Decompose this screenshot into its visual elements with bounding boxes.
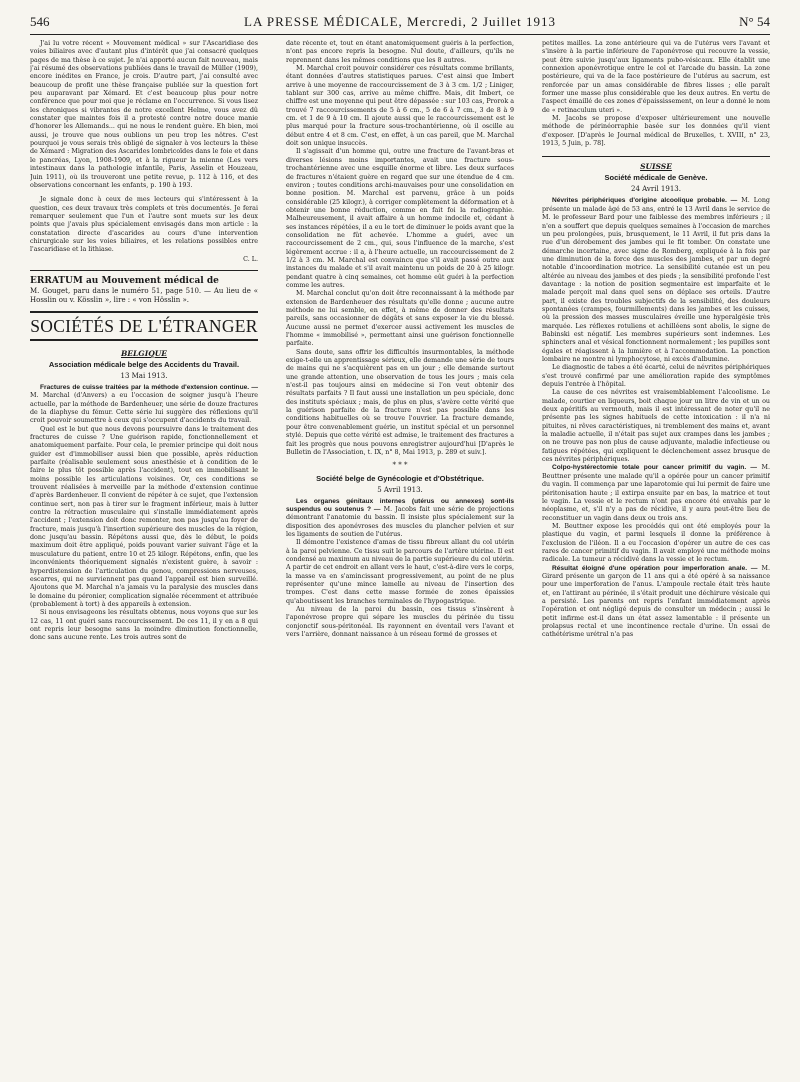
article-paragraph: Si nous envisageons les résultats obtenus, nous voyons que sur les 12 cas, 11 ont guéri sans raccourcissement. De ces 11, il y en a 8 qui ont repris leur besogne sans la moindre diminution fonctionnelle, donc sans aucune rente. Les trois autres sont de: [30, 609, 258, 642]
section-title: SOCIÉTÉS DE L'ÉTRANGER: [30, 311, 258, 341]
subheading: Colpo-hystérectomie totale pour cancer primitif du vagin. —: [552, 464, 758, 472]
journal-title: LA PRESSE MÉDICALE, Mercredi, 2 Juillet 1913: [244, 14, 556, 29]
page-number: 546: [30, 14, 50, 29]
article-paragraph: Névrites périphériques d'origine alcoolique probable. — M. Long présente un malade âgé de 53 ans, entré le 13 Avril dans le service de M. le professeur Bard pour une faiblesse des membres inférieurs ; il n'en a souffert que depuis quelques semaines à l'occasion de marches un peu prolongées, puis, brusquement, le 11 Avril, il fut pris dans la rue d'un dérobement des jambes qui le fit tomber. On constate une démarche incertaine, avec signe de Romberg, expliquée à la fois par une diminution de la force des muscles des jambes, et par un degré notable d'incoordination motrice. La sensibilité cutanée est un peu altérée au niveau des jambes et des pieds ; la sensibilité profonde l'est davantage : la notion de position segmentaire est imparfaite et le malade perçoit mal dans quel sens on déplace ses orteils. D'autre part, il existe des troubles subjectifs de la sensibilité, des douleurs spontanées (crampes, fourmillements) dans les jambes et les cuisses, où la pression des masses musculaires éveille une hyperalgésie très marquée. Les réflexes rotuliens et achilléens sont abolis, le signe de Babinski est négatif. Les membres supérieurs sont indemnes. Les sphincters anal et vésical fonctionnent normalement ; les pupilles sont égales et réagissent à la lumière et à l'accommodation. La ponction lombaire ne montre ni lymphocytose, ni excès d'albumine.: [542, 197, 770, 363]
country-heading: BELGIQUE: [120, 348, 168, 358]
article-paragraph: M. Marchal croit pouvoir considérer ces résultats comme brillants, étant données d'autres statistiques parues. C'est ainsi que Imbert arrive à une moyenne de raccourcissement de 3 à 3 cm. 1/2 ; Liniger, tablant sur 300 cas, arrive au même chiffre. Mais, dit Imbert, ce chiffre est une moyenne qui peut être dépassée : sur 103 cas, Prorok a trouvé 7 raccourcissements de 5 à 6 cm., 5 de 6 à 7 cm., 3 de 8 à 9 cm. et 1 de 9 à 10 cm. Il ajoute aussi que le raccourcissement est le plus marqué pour la fracture sous-trochantérienne, où il oscille au début entre 4 et 8 cm. C'est, en effet, à un cas pareil, que M. Marchal doit son unique insuccès.: [286, 65, 514, 148]
separator-stars: * * *: [392, 461, 408, 470]
session-date: 13 Mai 1913.: [120, 371, 168, 380]
erratum-text: M. Gouget, paru dans le numéro 51, page 510. — Au lieu de « Hosslin ou v. Kösslin », lire : « von Hösslin ».: [30, 286, 258, 304]
erratum-heading: ERRATUM au Mouvement médical de: [30, 275, 219, 286]
subheading: Névrites périphériques d'origine alcoolique probable. —: [552, 197, 738, 205]
article-paragraph: La cause de ces névrites est vraisemblablement l'alcoolisme. Le malade, courtier en liqueurs, boit chaque jour un litre de vin et un ou deux apéritifs au vermouth, mais il est intéressant de noter qu'il ne présente pas les signes habituels de cette intoxication : il n'a ni pituites, ni rêves caractéristiques, ni tremblement des mains et, avant la maladie actuelle, il n'était pas sujet aux crampes dans les jambes ; on ne trouve pas non plus de cause adjuvante, maladie infectieuse ou fatigues répétées, qui expliquent le déclenchement assez brusque de ces névrites périphériques.: [542, 389, 770, 464]
society-heading: Société médicale de Genève.: [604, 173, 708, 183]
society-heading: Association médicale belge des Accidents du Travail.: [48, 359, 240, 369]
article-paragraph: Le diagnostic de tabes a été écarté, celui de névrites périphériques s'est trouvé confirmé par une amélioration rapide des symptômes depuis l'entrée à l'hôpital.: [542, 364, 770, 389]
article-paragraph: petites mailles. La zone antérieure qui va de l'utérus vers l'avant et s'insère à la partie inférieure de l'aponévrose qui recouvre la vessie, peut être suivie jusqu'aux ligaments pubo-vésicaux. Elle établit une connexion aponévrotique entre le col et l'arcade du bassin. La zone postérieure, qui va de la face postérieure de l'utérus au sacrum, est renforcée par un amas considérable de fibres lisses ; elle paraît former une masse plus considérable que les deux autres. En vertu de l'aspect émaillé de ces zones d'épaississement, on leur a donné le nom de « retinaculum uteri ».: [542, 40, 770, 114]
article-paragraph: M. Jacobs se propose d'exposer ultérieurement une nouvelle méthode de périnéorraphie basée sur les données qu'il vient d'exposer. [D'après le Journal médical de Bruxelles, t. XVIII, n° 23, 1913, 5 Juin, p. 78].: [542, 115, 770, 148]
article-paragraph: M. Beuttner expose les procédés qui ont été employés pour la plastique du vagin, et parmi lesquels il donne la préférence à l'exclusion de l'iléon. Il a eu l'occasion d'opérer un autre de ces cas rares de cancer primitif du vagin. Il avait employé une méthode moins radicale. La tumeur a récidivé dans la vessie et le rectum.: [542, 522, 770, 564]
article-paragraph: Résultat éloigné d'une opération pour imperforation anale. — M. Girard présente un garçon de 11 ans qui a été opéré à sa naissance pour une imperforation de l'anus. L'ampoule rectale était très haute et, en l'attirant au périnée, il s'était produit une déchirure vésicale qui a persisté. Les parents ont repris l'enfant immédiatement après l'opération et ont négligé depuis de consulter un médecin ; aussi le petit infirme est-il dans un état assez lamentable : il présente un prolapsus rectal et une incontinence rectale d'urine. Un essai de cathétérisme urétral n'a pas: [542, 564, 770, 639]
country-heading: SUISSE: [640, 162, 672, 172]
column-3: [542, 40, 770, 1072]
article-paragraph: Au niveau de la paroi du bassin, ces tissus s'insèrent à l'aponévrose propre qui sépare les muscles du périnée du tissu conjonctif sous-péritonéal. Ils rayonnent en éventail vers l'avant et vers l'arrière, donnant naissance à un réseau formé de grosses et: [286, 606, 514, 639]
society-heading: Société belge de Gynécologie et d'Obstétrique.: [316, 473, 484, 483]
article-paragraph: Fractures de cuisse traitées par la méthode d'extension continue. — M. Marchal (d'Anvers) a eu l'occasion de soigner jusqu'à l'heure actuelle, par la méthode de Bardenheuer, une série de douze fractures de la diaphyse du fémur. Cette série lui suggère des réflexions qu'il croit pouvoir soumettre à ceux qui s'occupent d'accidents du travail.: [30, 383, 258, 425]
column-2: [286, 40, 514, 1072]
column-1: [30, 40, 258, 1072]
letter-paragraph: Je signale donc à ceux de mes lecteurs qui s'intéressent à la question, ces deux travaux très complets et très documentés. Je ferai remarquer seulement que l'un et l'autre sont muets sur les deux points que j'avais plus spécialement envisagés dans mon article : la constatation directe d'ascarides au cours d'une intervention chirurgicale sur les voies biliaires, et les relations possibles entre l'ascaridiase et la lithiase.: [30, 196, 258, 254]
article-paragraph: M. Marchal conclut qu'on doit être reconnaissant à la méthode par extension de Bardenheuer des résultats qu'elle donne ; aucune autre méthode ne lui semble, en effet, à même de donner des résultats pareils, sans occasionner de dégâts et sans exposer la vie du blessé. Aucune aussi ne permet d'exercer aussi activement les muscles de l'homme « immobilisé », permettant ainsi une guérison fonctionnelle parfaite.: [286, 290, 514, 348]
issue-number: N° 54: [739, 14, 770, 29]
page-header: [30, 14, 770, 35]
article-paragraph: Les organes génitaux internes (utérus ou annexes) sont-ils suspendus ou soutenus ? — M. Jacobs fait une série de projections démontrant l'anatomie du bassin. Il insiste plus spécialement sur la disposition des aponévroses des muscles du plancher pelvien et sur les ligaments de soutien de l'utérus.: [286, 497, 514, 538]
article-paragraph: Quel est le but que nous devons poursuivre dans le traitement des fractures de cuisse ? Une guérison rapide, fonctionnellement et anatomiquement parfaite. Pour cela, le premier principe qui doit nous guider est d'immobiliser aussi bien que possible, après réduction parfaite (réalisable seulement sous anesthésie et à condition de le faire le plus tôt possible après l'accident), tout en immobilisant le moins possible les articulations voisines. Or, ces conditions se trouvent réalisées à merveille par la méthode d'extension continue d'après Bardenheuer. Il convient de répéter à ce sujet, que l'extension continue sert, non pas à tirer sur le fragment inférieur, mais à lutter contre la rétraction musculaire qui s'installe immédiatement après l'accident ; l'extension doit donc remonter, non pas jusqu'au foyer de fracture, mais jusqu'à l'insertion supérieure des muscles de la région, donc jusqu'au bassin. Répétons aussi que, dès le début, le poids maximum doit être appliqué, poids pouvant varier suivant l'âge et la musculature du patient, entre 10 et 25 kilogr. Répétons, enfin, que les inconvénients théoriquement signalés n'existent guère, à savoir : hyperdistension de l'articulation du genou, compressions nerveuses, escarres, qui ne surviennent pas quand l'appareil est bien surveillé. Ajoutons que M. Marchal n'a jamais vu la paralysie des muscles dans le domaine du péronier, complication signalée récemment et attribuée (probablement à tort) à des appareils à extension.: [30, 425, 258, 608]
subheading: Les organes génitaux internes (utérus ou annexes) sont-ils suspendus ou soutenus ? —: [286, 497, 514, 513]
article-paragraph: Il démontre l'existence d'amas de tissu fibreux allant du col utérin à la paroi pelvienne. Ce tissu suit le parcours de l'artère utérine. Il est condensé au maximum au niveau de la partie supérieure du col utérin. A partir de cet endroit en allant vers le haut, c'est-à-dire vers le corps, la masse va en s'amincissant progressivement, au point de ne plus représenter qu'une mince lamelle au niveau de l'insertion des trompes. C'est dans cette masse formée de zones épaissies qu'aboutissent les branches terminales de l'hypogastrique.: [286, 539, 514, 605]
article-paragraph: Colpo-hystérectomie totale pour cancer primitif du vagin. — M. Beuttner présente une malade qu'il a opérée pour un cancer primitif du vagin. Il commença par une laparotomie qui lui permit de faire une péritonisation haute ; il extirpa ensuite par en bas, la matrice et tout le vagin. La vessie et le rectum n'ont pas encore été envahis par le néoplasme, et, s'il n'y a pas de récidive, il y aura peut-être lieu de reconstituer un vagin dans deux ou trois ans.: [542, 464, 770, 522]
signature: C. L.: [243, 255, 258, 263]
letter-paragraph: J'ai lu votre récent « Mouvement médical » sur l'Ascaridiase des voies biliaires avec d'autant plus d'intérêt que j'ai consacré quelques pages de ma thèse à ce sujet. Je n'ai apporté aucun fait nouveau, mais j'ai résumé des observations publiées dans le travail de Müller (1909), encore inédites en France, je crois. D'autre part, j'ai consulté avec beaucoup de profit une thèse française publiée sur la question fort peu auparavant par Xémard. Et c'est beaucoup plus pour notre conférence que pour moi que je réclame en l'occurrence. Si vous lisez les chroniques si vibrantes de notre excellent Helme, vous avez dû constater que maintes fois il a protesté contre notre douce manie d'honorer les Allemands... qui ne nous le rendent guère. Eh bien, moi aussi, je trouve que nous oublions un peu trop les nôtres. C'est pourquoi je vous serais très obligé de signaler à vos lecteurs la thèse de Xémard : Migration des Ascarides lombricoïdes dans le foie et dans le pancréas, Lyon, 1908-1909, et à la rigueur la mienne (Les vers intestinaux dans la pathologie infantile, Paris, Asselin et Houzeau, Juin 1911), où ils trouveront une petite revue, p. 112 à 116, et des observations concernant les enfants, p. 190 à 193.: [30, 40, 258, 189]
subheading: Résultat éloigné d'une opération pour imperforation anale. —: [552, 564, 758, 572]
divider: [30, 270, 258, 271]
session-date: 24 Avril 1913.: [631, 185, 681, 194]
subheading: Fractures de cuisse traitées par la méthode d'extension continue. —: [40, 383, 258, 391]
session-date: 5 Avril 1913.: [377, 485, 423, 494]
article-paragraph: Il s'agissait d'un homme qui, outre une fracture de l'avant-bras et diverses lésions moins importantes, avait une fracture sous-trochantérienne avec une esquille énorme et libre. Les deux surfaces de fractures n'étaient guère en regard que sur une étendue de 4 cm. environ ; toutes conditions archi-mauvaises pour une consolidation en bonne position. M. Marchal est parvenu, grâce à un poids considérable (25 kilogr.), à corriger complètement la déformation et à obtenir une bonne réduction, comme en fait foi la radiographie. Malheureusement, il avait affaire à un homme indocile et, cédant à ses instances répétées, il a eu le tort de diminuer le poids avant que la consolidation ne fût achevée. L'homme a guéri, avec un raccourcissement de 2 cm., qui, sous l'influence de la marche, s'est légèrement accrue : il a, à l'heure actuelle, un raccourcissement de 2 1/2 à 3 cm. M. Marchal est convaincu que s'il avait passé outre aux instances du malade et s'il avait maintenu un poids de 20 à 25 kilogr. pendant quatre à cinq semaines, cet homme eût guéri à la perfection comme les autres.: [286, 148, 514, 289]
article-paragraph: Sans doute, sans offrir les difficultés insurmontables, la méthode exige-t-elle un apprentissage sérieux, elle demande une série de tours de mains qui ne s'acquièrent pas en un jour ; elle demande surtout une grande attention, une observation de tous les jours ; mais cela n'est-il pas toujours ainsi en médecine si l'on veut obtenir des résultats parfaits ? Il faut aussi une installation un peu spéciale, donc des instituts spéciaux ; mais, de plus en plus, s'avère cette vérité que la guérison parfaite de la fracture n'est pas possible dans les conditions habituelles où se trouve l'ouvrier. La fracture demande, pour être convenablement guérie, un institut spécial et un personnel stylé. Depuis que cette vérité est admise, le traitement des fractures a fait les progrès que nous pouvons enregistrer aujourd'hui [D'après le Bulletin de l'Association, t. IX, n° 8, Mai 1913, p. 289 et suiv.].: [286, 348, 514, 456]
article-paragraph: date récente et, tout en étant anatomiquement guéris à la perfection, n'ont pas encore repris la besogne. Nul doute, d'ailleurs, qu'ils ne reprennent dans les mêmes conditions que les 8 autres.: [286, 40, 514, 64]
divider: [542, 156, 770, 157]
